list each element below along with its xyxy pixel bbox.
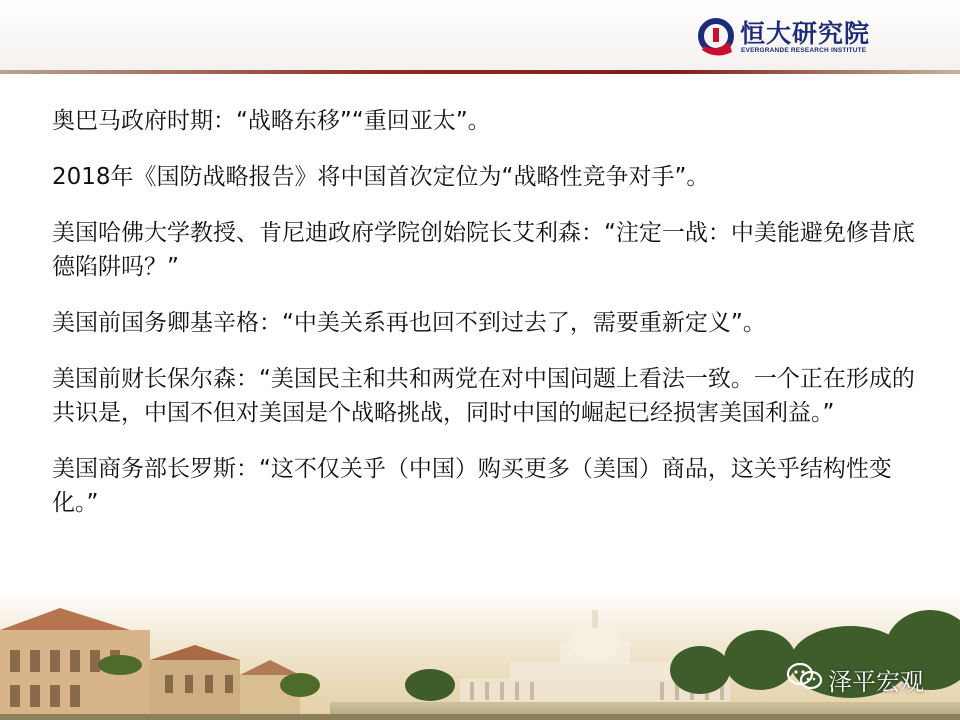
header-divider — [0, 70, 960, 74]
paragraph-paulson: 美国前财长保尔森：“美国民主和共和两党在对中国问题上看法一致。一个正在形成的共识是，中国不但对美国是个战略挑战，同时中国的崛起已经损害美国利益。” — [52, 366, 915, 426]
footer-architecture-banner — [0, 590, 960, 720]
paragraph-kissinger: 美国前国务卿基辛格：“中美关系再也回不到过去了，需要重新定义”。 — [52, 310, 766, 336]
paragraph-ross: 美国商务部长罗斯：“这不仅关乎（中国）购买更多（美国）商品，这关乎结构性变化。” — [52, 456, 892, 516]
paragraph-allison: 美国哈佛大学教授、肯尼迪政府学院创始院长艾利森：“注定一战：中美能避免修昔底德陷阱吗？” — [52, 220, 915, 280]
evergrande-logo-icon — [696, 16, 736, 56]
paragraph-defense-report: 2018年《国防战略报告》将中国首次定位为“战略性竞争对手”。 — [52, 164, 710, 190]
slide-header — [0, 0, 960, 72]
watermark-text: 泽平宏观 — [828, 668, 924, 696]
slide-body — [52, 104, 920, 542]
evergrande-logo — [696, 14, 886, 60]
architecture-illustration — [0, 590, 960, 720]
logo-english-name: EVERGRANDE RESEARCH INSTITUTE — [741, 47, 867, 54]
wechat-icon — [786, 662, 824, 692]
paragraph-obama: 奥巴马政府时期：“战略东移”“重回亚太”。 — [52, 108, 491, 134]
logo-chinese-name: 恒大研究院 — [740, 19, 871, 48]
